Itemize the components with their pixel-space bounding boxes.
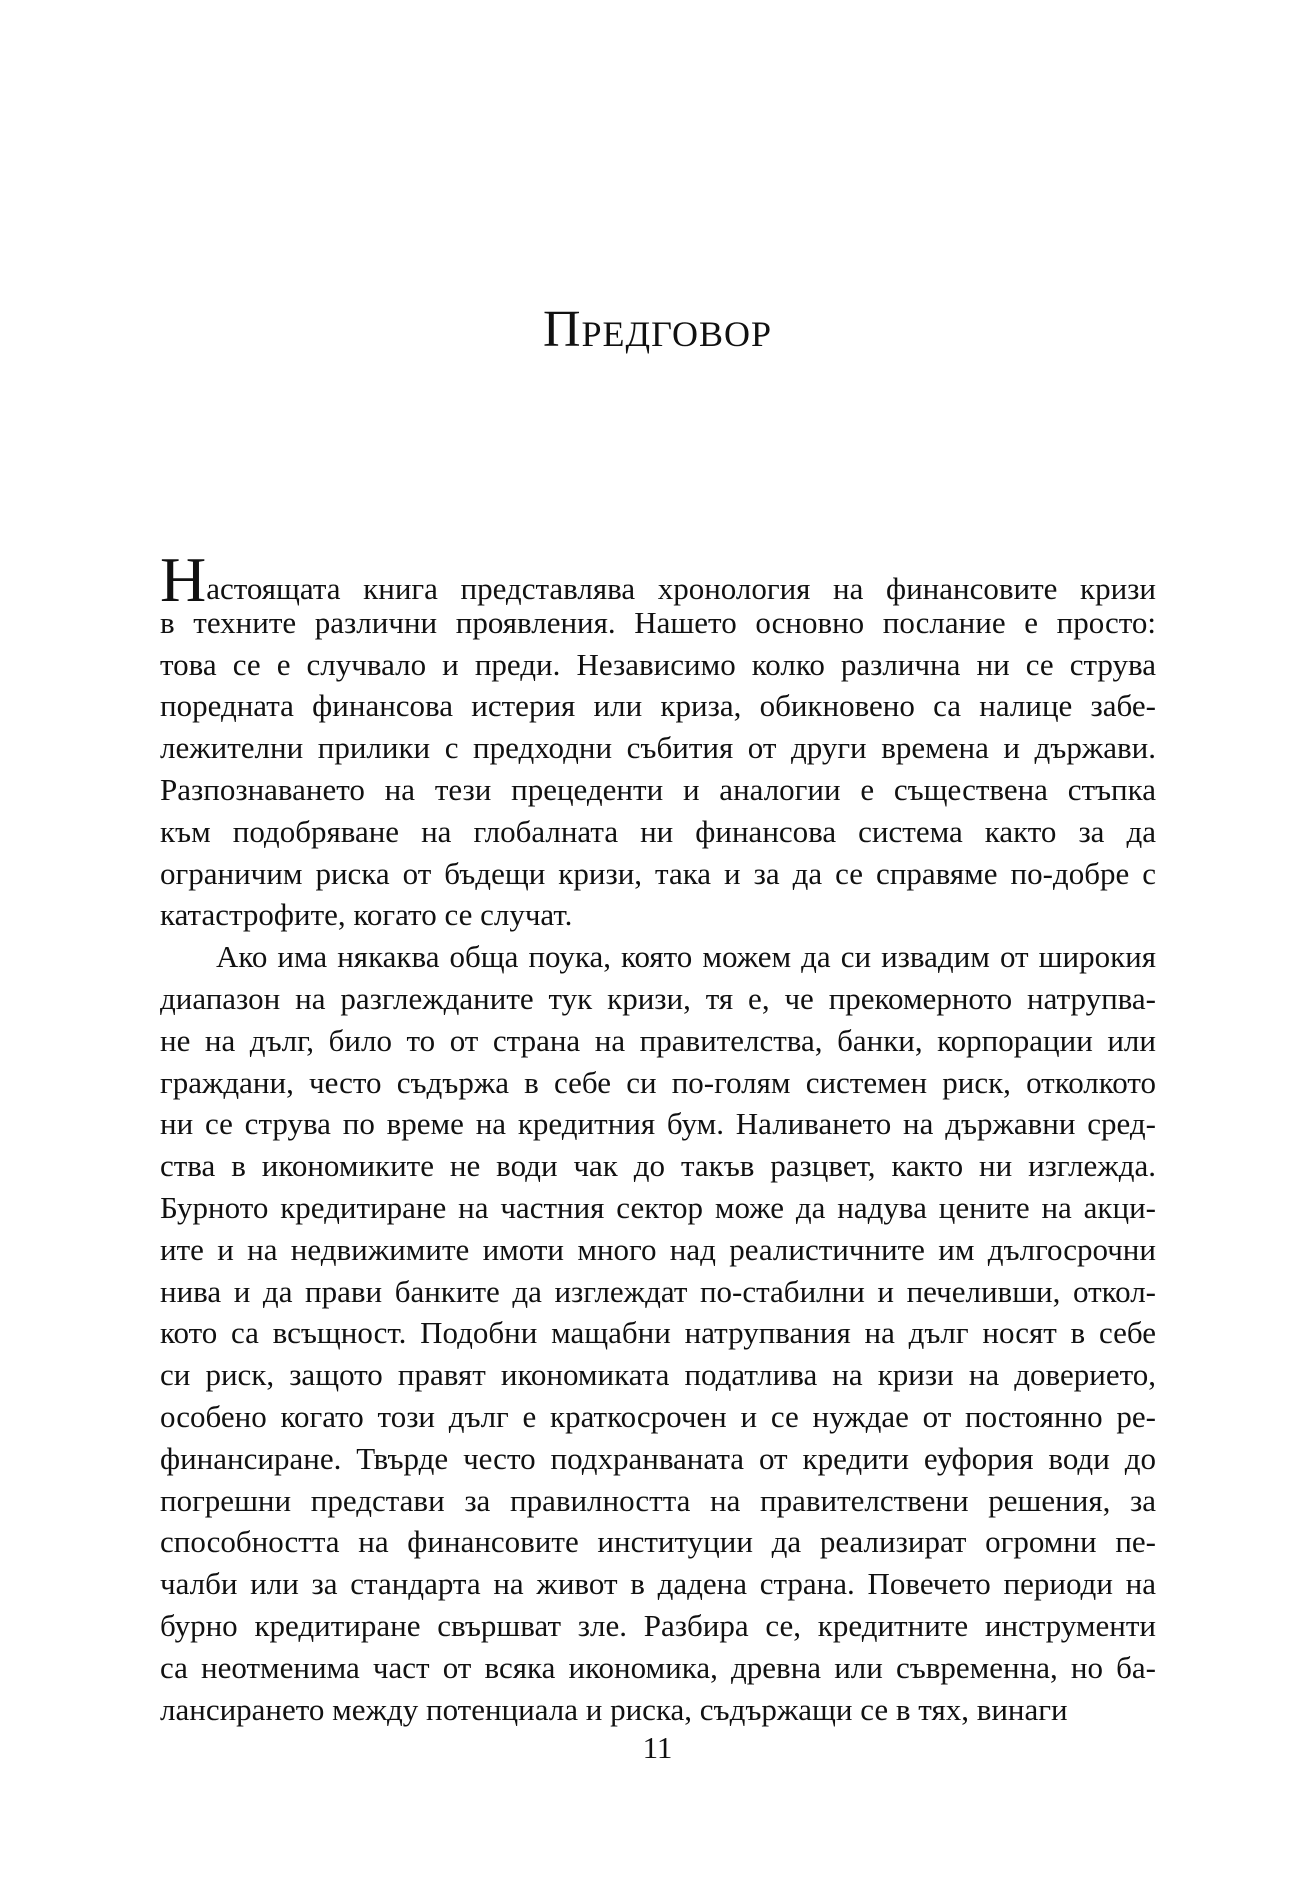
line-text: катастрофите, когато се случат. [160,897,573,933]
text-line [160,1229,1156,1271]
line-text: това се е случвало и преди. Независимо колко различна ни се струва [160,646,1156,682]
drop-cap: Н [160,544,207,615]
text-line [160,1271,1156,1313]
text-line [160,769,1156,811]
line-text: способността на финансовите институции да реализират огромни пе- [160,1524,1156,1560]
line-text: финансиране. Твърде често подхранваната от кредити еуфория води до [160,1440,1156,1476]
line-text: ограничим риска от бъдещи кризи, така и за да се справяме по-добре с [160,855,1156,891]
line-text: към подобряване на глобалната ни финансова система както за да [160,813,1156,849]
chapter-title: Предговор [542,301,773,358]
line-text: са неотменима част от всяка икономика, древна или съвременна, но ба- [160,1649,1156,1685]
text-line [160,544,1156,615]
text-line [160,811,1156,853]
text-line [160,1563,1156,1605]
text-line [160,644,1156,686]
line-text: нива и да прави банките да изглеждат по-стабилни и печеливши, откол- [160,1273,1156,1309]
text-line [160,685,1156,727]
text-line [160,1020,1156,1062]
text-line [160,1145,1156,1187]
line-text: ства в икономиките не води чак до такъв разцвет, както ни изглежда. [160,1148,1156,1184]
text-line [160,602,1156,644]
text-line [160,853,1156,895]
line-text: лежителни прилики с предходни събития от други времена и държави. [160,730,1156,766]
line-text: граждани, често съдържа в себе си по-голям системен риск, отколкото [160,1064,1156,1100]
line-text: Разпознаването на тези прецеденти и аналогии е съществена стъпка [160,771,1156,807]
page-number: 11 [642,1730,673,1765]
line-text: си риск, защото правят икономиката податлива на кризи на доверието, [160,1357,1156,1393]
text-line [160,1438,1156,1480]
text-line [160,1187,1156,1229]
line-text: Бурното кредитиране на частния сектор може да надува цените на акци- [160,1189,1156,1225]
text-line [160,1312,1156,1354]
text-line [160,894,1156,936]
text-line [160,727,1156,769]
line-text: астоящата книга представлява хронология на финансовите кризи [206,571,1156,606]
line-text: чалби или за стандарта на живот в дадена страна. Повечето периоди на [160,1566,1156,1602]
line-text: погрешни представи за правилността на правителствени решения, за [160,1482,1156,1518]
text-line [160,978,1156,1020]
line-text: Ако има някаква обща поука, която можем да си извадим от широкия [216,939,1156,975]
text-line [160,936,1156,978]
paragraph-2 [160,936,1156,1730]
text-line [160,1103,1156,1145]
body-text [160,544,1156,1730]
text-line [160,1689,1156,1731]
line-text: в техните различни проявления. Нашето основно послание е просто: [160,604,1156,640]
text-line [160,1605,1156,1647]
line-text: ите и на недвижимите имоти много над реалистичните им дългосрочни [160,1231,1156,1267]
line-text: ни се струва по време на кредитния бум. Наливането на държавни сред- [160,1106,1156,1142]
line-text: бурно кредитиране свършват зле. Разбира се, кредитните инструменти [160,1607,1156,1643]
line-text: лансирането между потенциала и риска, съдържащи се в тях, винаги [160,1691,1068,1727]
text-line [160,1354,1156,1396]
line-text: поредната финансова истерия или криза, обикновено са налице забе- [160,688,1156,724]
text-line [160,1521,1156,1563]
paragraph-1 [160,544,1156,936]
line-text: не на дълг, било то от страна на правителства, банки, корпорации или [160,1022,1156,1058]
text-line [160,1480,1156,1522]
line-text: кото са всъщност. Подобни мащабни натрупвания на дълг носят в себе [160,1315,1156,1351]
text-line [160,1647,1156,1689]
line-text: особено когато този дълг е краткосрочен и се нуждае от постоянно ре- [160,1398,1156,1434]
line-text: диапазон на разглежданите тук кризи, тя е, че прекомерното натрупва- [160,980,1156,1016]
text-line [160,1062,1156,1104]
text-line [160,1396,1156,1438]
